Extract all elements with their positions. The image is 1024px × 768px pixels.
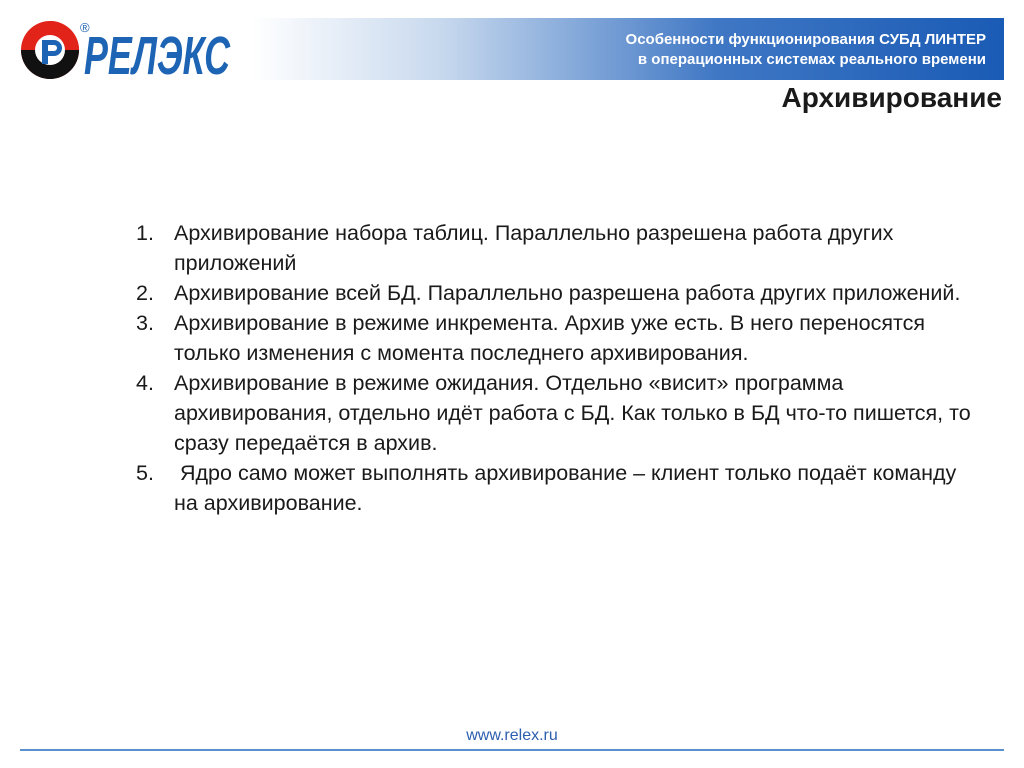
list-item-number: 4. xyxy=(136,371,154,395)
list-item-text: Ядро само может выполнять архивирование – клиент только подаёт команду на архивирование. xyxy=(174,461,963,515)
list-item-text: Архивирование набора таблиц. Параллельно разрешена работа других приложений xyxy=(174,221,894,275)
list-item-text: Архивирование в режиме инкремента. Архив уже есть. В него переносятся только изменения с момента последнего архивирования. xyxy=(174,311,926,365)
subtitle-line-2: в операционных системах реального времени xyxy=(637,51,986,68)
company-logo xyxy=(18,14,238,86)
list-item xyxy=(136,458,976,518)
list-item xyxy=(136,278,976,308)
subtitle-line-1: Особенности функционирования СУБД ЛИНТЕР xyxy=(625,31,986,48)
list-item-text: Архивирование всей БД. Параллельно разрешена работа других приложений. xyxy=(174,281,961,305)
list-item-number: 1. xyxy=(136,221,154,245)
list-item-number: 3. xyxy=(136,311,154,335)
header-band xyxy=(252,18,1004,80)
list-item xyxy=(136,368,976,458)
relex-logo-icon xyxy=(18,14,238,86)
footer-website-link[interactable]: www.relex.ru xyxy=(466,727,558,744)
footer-divider xyxy=(20,749,1004,751)
slide-title: Архивирование xyxy=(781,82,1002,113)
archiving-modes-list xyxy=(136,218,976,518)
list-item xyxy=(136,308,976,368)
registered-mark: ® xyxy=(80,20,90,35)
list-item xyxy=(136,218,976,278)
list-item-number: 5. xyxy=(136,461,154,485)
presentation-subtitle xyxy=(626,30,986,70)
logo-wordmark: РЕЛЭКС xyxy=(84,26,231,86)
list-item-text: Архивирование в режиме ожидания. Отдельно «висит» программа архивирования, отдельно идёт работа с БД. Как только в БД что-то пишется, то сразу передаётся в архив. xyxy=(174,371,971,455)
list-item-number: 2. xyxy=(136,281,154,305)
